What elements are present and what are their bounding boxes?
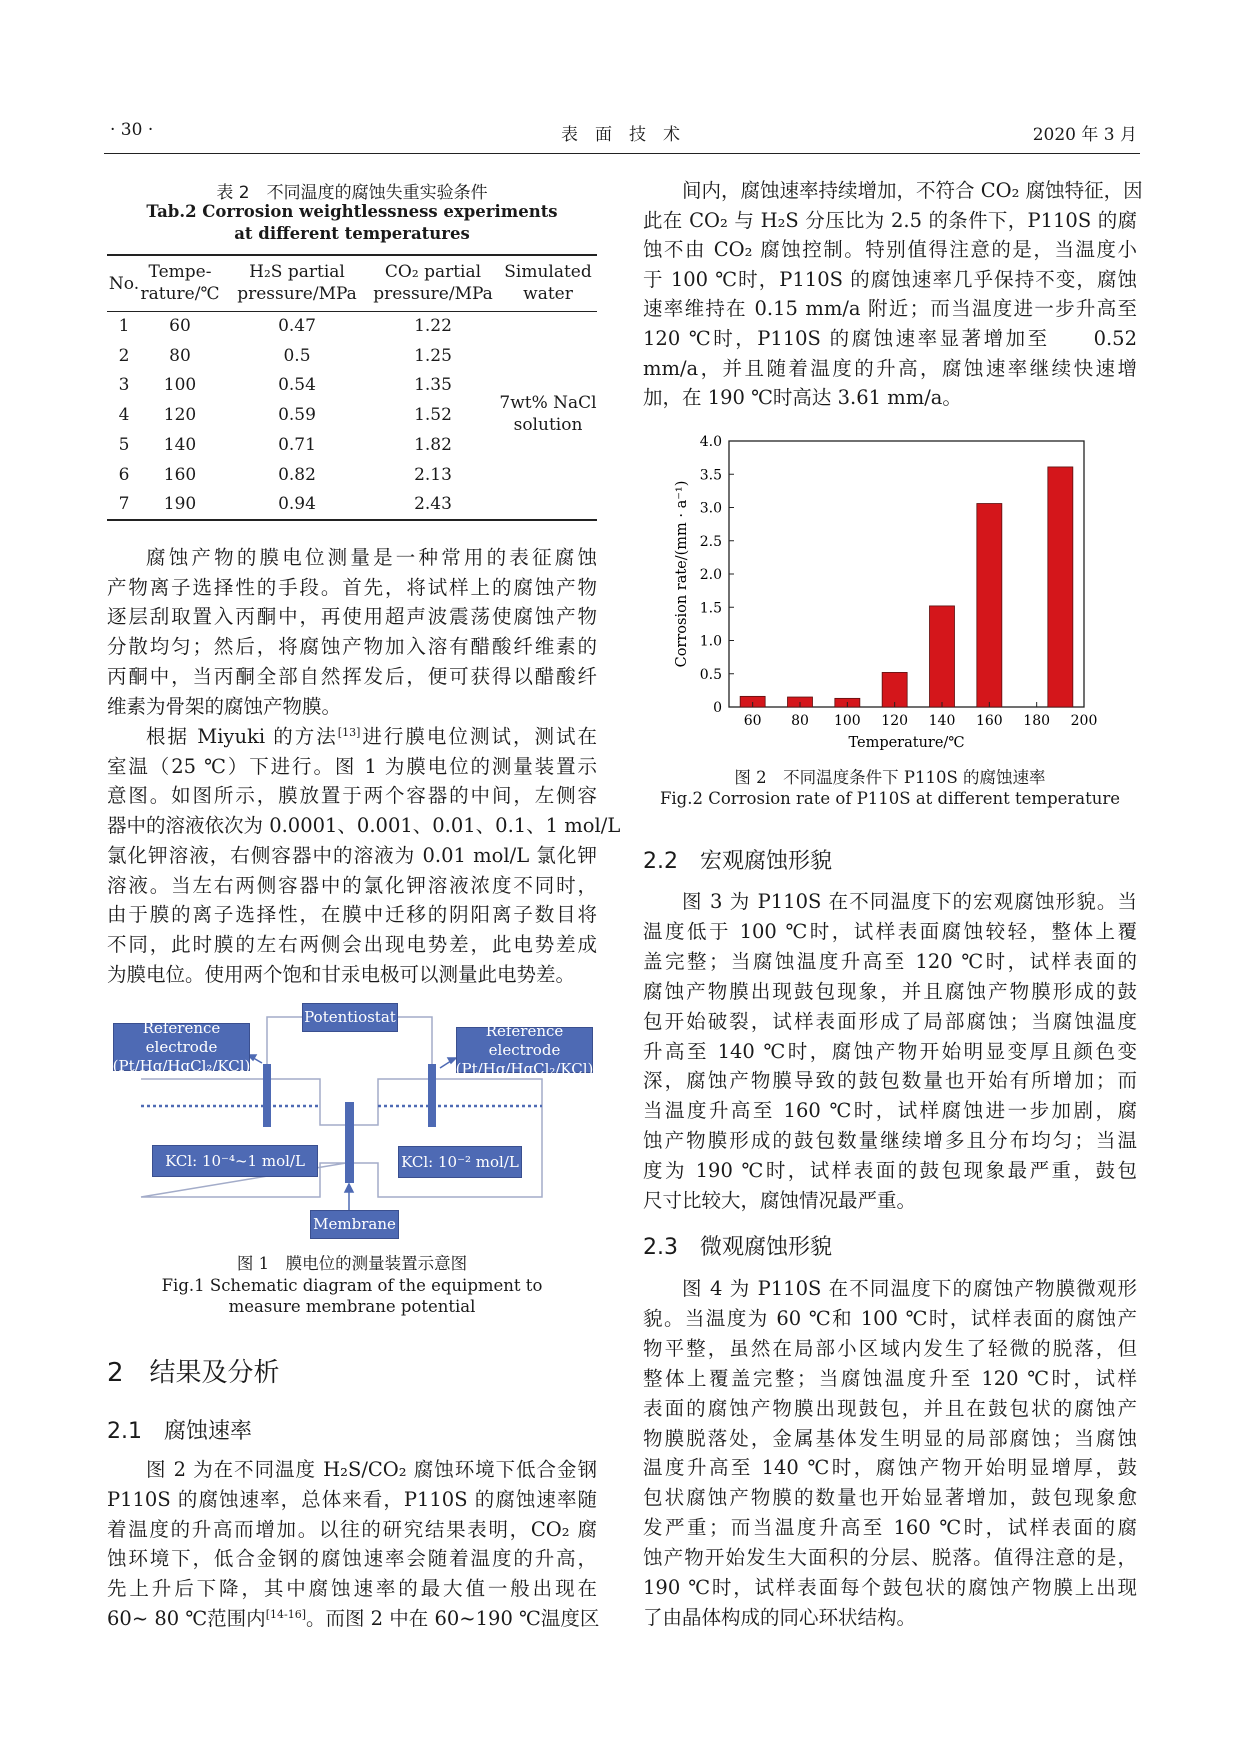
text-line: 腐蚀产物膜出现鼓包现象，并且腐蚀产物膜形成的鼓: [643, 979, 1137, 1003]
text-line: 由于膜的离子选择性，在膜中迁移的阴阳离子数目将: [107, 903, 597, 927]
table-cell: 0.59: [278, 405, 316, 426]
text-line: 此在 CO₂ 与 H₂S 分压比为 2.5 的条件下，P110S 的腐: [643, 208, 1137, 232]
text-line: 深，腐蚀产物膜导致的鼓包数量也开始有所增加；而: [643, 1069, 1137, 1093]
text-line: 了由晶体构成的同心环状结构。: [643, 1605, 917, 1629]
table-cell: 1.82: [414, 434, 452, 455]
section-heading-2-2: 2.2 宏观腐蚀形貌: [643, 849, 832, 874]
section-heading-2-3: 2.3 微观腐蚀形貌: [643, 1235, 832, 1260]
table-cell: 0.71: [278, 434, 316, 455]
text-line: 速率维持在 0.15 mm/a 附近；而当温度进一步升高至: [643, 297, 1137, 321]
bar-160: [977, 504, 1002, 707]
text-line: 貌。当温度为 60 ℃和 100 ℃时，试样表面的腐蚀产: [643, 1306, 1137, 1330]
figure-1-caption-en: Fig.1 Schematic diagram of the equipment to: [161, 1276, 543, 1295]
text-line: 着温度的升高而增加。以往的研究结果表明，CO₂ 腐: [107, 1517, 597, 1541]
text-line: 蚀不由 CO₂ 腐蚀控制。特别值得注意的是，当温度小: [643, 238, 1137, 262]
left-electrode: [263, 1064, 271, 1127]
reference-electrode-left-label: [112, 1018, 251, 1075]
wire-right: [397, 1017, 432, 1064]
right-electrode: [428, 1064, 436, 1127]
table-cell: 7: [118, 494, 130, 515]
kcl-left-label: KCl: 10⁻⁴~1 mol/L: [152, 1145, 318, 1177]
kcl-right-label: KCl: 10⁻² mol/L: [398, 1146, 522, 1178]
text-line: 度为 190 ℃时，试样表面的鼓包现象最严重，鼓包: [643, 1159, 1137, 1183]
table-cell: 1: [118, 316, 130, 336]
citation: [13]: [337, 726, 361, 739]
x-axis-label: Temperature/℃: [848, 735, 965, 751]
x-tick-label: 140: [928, 713, 956, 729]
table-cell: 80: [169, 345, 191, 366]
figure-1-caption-en: measure membrane potential: [228, 1297, 476, 1316]
table-cell: 2.43: [414, 494, 452, 515]
figure-1-caption-cn: 图 1 膜电位的测量装置示意图: [236, 1254, 468, 1273]
table-cell: 60: [169, 316, 191, 336]
table-cell: 0.82: [278, 464, 316, 485]
plot-frame: [729, 441, 1084, 707]
text-segment: 根据 Miyuki 的方法: [146, 725, 338, 748]
table-header-cell: No.: [108, 274, 140, 294]
x-tick-label: 200: [1070, 713, 1098, 729]
left-vessel-outline: [141, 1079, 346, 1197]
table-cell: 0.47: [278, 316, 316, 336]
table-cell: 0.94: [278, 494, 316, 515]
text-line: 蚀产物开始发生大面积的分层、脱落。值得注意的是，: [643, 1546, 1137, 1570]
table-cell: 1.52: [414, 405, 452, 426]
x-tick-label: 180: [1023, 713, 1051, 729]
text-line: 图 2 为在不同温度 H₂S/CO₂ 腐蚀环境下低合金钢: [146, 1458, 597, 1481]
y-tick-label: 2.5: [699, 533, 722, 550]
y-tick-label: 1.0: [699, 633, 722, 650]
y-tick-label: 0: [713, 700, 722, 716]
text-line: mm/a，并且随着温度的升高，腐蚀速率继续快速增: [643, 356, 1137, 380]
table-title-en: at different temperatures: [234, 224, 470, 243]
section-heading-2: 2 结果及分析: [107, 1358, 280, 1388]
simulated-water-cell: solution: [513, 415, 583, 435]
label-line: Reference electrode: [142, 1018, 221, 1056]
text-line: 产物离子选择性的手段。首先，将试样上的腐蚀产物: [107, 575, 597, 599]
text-line: 温度低于 100 ℃时，试样表面腐蚀较轻，整体上覆: [643, 919, 1137, 943]
text-line: 蚀产物膜形成的鼓包数量继续增多且分布均匀；当温: [643, 1129, 1137, 1153]
table-header-cell: pressure/MPa: [237, 284, 357, 304]
corrosion-rate-chart: [600, 420, 1140, 760]
table-cell: 2.13: [414, 464, 452, 485]
section-heading-2-1: 2.1 腐蚀速率: [107, 1419, 252, 1444]
x-tick-label: 160: [975, 713, 1003, 729]
text-line: 分散均匀；然后，将腐蚀产物加入溶有醋酸纤维素的: [107, 635, 597, 659]
text-line: 氯化钾溶液，右侧容器中的溶液为 0.01 mol/L 氯化钾: [107, 843, 597, 867]
table-cell: 100: [163, 375, 197, 396]
text-line: 器中的溶液依次为 0.0001、0.001、0.01、0.1、1 mol/L: [107, 814, 621, 838]
text-line: 不同，此时膜的左右两侧会出现电势差，此电势差成: [107, 932, 597, 956]
page-number: · 30 ·: [110, 120, 154, 140]
journal-title: 表 面 技 术: [561, 125, 680, 145]
text-line: 发严重；而当温度升高至 160 ℃时，试样表面的腐: [643, 1516, 1137, 1540]
text-line: 溶液。当左右两侧容器中的氯化钾溶液浓度不同时，: [107, 873, 597, 897]
table-header-cell: Tempe-: [148, 262, 212, 282]
simulated-water-cell: 7wt% NaCl: [499, 393, 597, 413]
text-line: 图 3 为 P110S 在不同温度下的宏观腐蚀形貌。当: [682, 890, 1137, 913]
text-line: 整体上覆盖完整；当腐蚀温度升至 120 ℃时，试样: [643, 1366, 1137, 1390]
bar-140: [930, 606, 955, 707]
table-title-en: Tab.2 Corrosion weightlessness experiments: [146, 202, 558, 221]
text-line: 意图。如图所示，膜放置于两个容器的中间，左侧容: [107, 784, 597, 808]
text-line: 先上升后下降，其中腐蚀速率的最大值一般出现在: [107, 1577, 597, 1601]
table-title-cn: 表 2 不同温度的腐蚀失重实验条件: [216, 183, 488, 203]
table-header-cell: water: [523, 284, 573, 304]
figure-2-caption-en: Fig.2 Corrosion rate of P110S at different temperature: [659, 789, 1121, 808]
table-cell: 2: [118, 345, 130, 366]
text-segment: 进行膜电位测试，测试在: [360, 725, 597, 748]
text-line: 盖完整；当腐蚀温度升高至 120 ℃时，试样表面的: [643, 949, 1137, 973]
wire-left: [267, 1017, 302, 1064]
table-cell: 0.5: [283, 345, 311, 366]
table-header-cell: CO₂ partial: [384, 262, 482, 282]
text-segment: 60~ 80 ℃范围内: [107, 1607, 266, 1630]
table-cell: 1.25: [414, 345, 452, 366]
text-line: 间内，腐蚀速率持续增加，不符合 CO₂ 腐蚀特征，因: [682, 179, 1143, 202]
arrow-membrane-head: [345, 1184, 353, 1192]
table-cell: 6: [118, 464, 130, 485]
issue-date: 2020 年 3 月: [1032, 125, 1137, 145]
x-tick-label: 80: [791, 713, 809, 729]
x-tick-label: 100: [833, 713, 861, 729]
table-cell: 0.54: [278, 375, 316, 396]
membrane-label: Membrane: [310, 1210, 399, 1239]
label-line: Reference electrode: [485, 1021, 564, 1059]
text-line: 维素为骨架的腐蚀产物膜。: [107, 694, 342, 718]
label-line: (Pt/Hg/HgCl₂/KCl): [112, 1056, 251, 1075]
text-line: 加，在 190 ℃时高达 3.61 mm/a。: [643, 386, 962, 410]
x-tick-label: 120: [881, 713, 909, 729]
table-cell: 140: [163, 434, 197, 455]
bar-190: [1048, 467, 1073, 707]
label-line: (Pt/Hg/HgCl₂/KCl): [455, 1059, 594, 1078]
right-vessel-outline: [354, 1079, 542, 1197]
bar-120: [882, 672, 907, 707]
y-axis-label: Corrosion rate/(mm · a⁻¹): [674, 480, 690, 668]
text-line: 尺寸比较大，腐蚀情况最严重。: [643, 1189, 917, 1212]
table-cell: 1.22: [414, 316, 452, 336]
text-segment: 。而图 2 中在 60~190 ℃温度区: [305, 1607, 600, 1630]
text-line: P110S 的腐蚀速率，总体来看，P110S 的腐蚀速率随: [107, 1487, 597, 1511]
figure-2-caption-cn: 图 2 不同温度条件下 P110S 的腐蚀速率: [734, 768, 1046, 787]
text-line: 物膜脱落处，金属基体发生明显的局部腐蚀；当腐蚀: [643, 1426, 1137, 1450]
table-cell: 160: [163, 464, 197, 485]
text-line: 于 100 ℃时，P110S 的腐蚀速率几乎保持不变，腐蚀: [643, 267, 1137, 291]
y-tick-label: 0.5: [699, 666, 722, 683]
table-cell: 1.35: [414, 375, 452, 396]
y-tick-label: 3.0: [699, 500, 722, 517]
text-line: 120 ℃时，P110S 的腐蚀速率显著增加至 0.52: [643, 327, 1137, 350]
table-header-cell: H₂S partial: [249, 262, 345, 282]
text-line: 物平整，虽然在局部小区域内发生了轻微的脱落，但: [643, 1336, 1137, 1360]
table-cell: 190: [163, 494, 197, 515]
text-line: 包状腐蚀产物膜的数量也开始显著增加，鼓包现象愈: [643, 1486, 1137, 1510]
text-line: 当温度升高至 160 ℃时，试样腐蚀进一步加剧，腐: [643, 1099, 1137, 1123]
text-line: 包开始破裂，试样表面形成了局部腐蚀；当腐蚀温度: [643, 1009, 1137, 1033]
text-line: 室温（25 ℃）下进行。图 1 为膜电位的测量装置示: [107, 754, 597, 778]
y-tick-label: 3.5: [699, 467, 722, 484]
table-header-cell: rature/℃: [140, 284, 220, 304]
table-cell: 120: [163, 405, 197, 426]
table-cell: 5: [118, 434, 130, 455]
text-line: 升高至 140 ℃时，腐蚀产物开始明显变厚且颜色变: [643, 1039, 1137, 1063]
text-line: 图 4 为 P110S 在不同温度下的腐蚀产物膜微观形: [682, 1277, 1137, 1300]
y-tick-label: 4.0: [699, 434, 722, 450]
table-cell: 4: [118, 405, 130, 426]
membrane: [345, 1102, 354, 1183]
x-tick-label: 60: [743, 713, 762, 729]
y-tick-label: 1.5: [699, 600, 722, 617]
text-line: 表面的腐蚀产物膜出现鼓包，并且在鼓包状的腐蚀产: [643, 1396, 1137, 1420]
reference-electrode-right-label: [455, 1021, 594, 1078]
table-header-cell: Simulated: [504, 262, 592, 282]
table-cell: 3: [118, 375, 130, 396]
citation: [14-16]: [265, 1608, 306, 1621]
potentiostat-label: Potentiostat: [302, 1003, 398, 1032]
y-tick-label: 2.0: [699, 567, 722, 583]
table-header-cell: pressure/MPa: [373, 284, 493, 304]
text-line: 蚀环境下，低合金钢的腐蚀速率会随着温度的升高，: [107, 1547, 597, 1571]
text-line: 190 ℃时，试样表面每个鼓包状的腐蚀产物膜上出现: [643, 1576, 1137, 1599]
text-line: 丙酮中，当丙酮全部自然挥发后，便可获得以醋酸纤: [107, 664, 597, 688]
text-line: 为膜电位。使用两个饱和甘汞电极可以测量此电势差。: [107, 962, 576, 986]
text-line: 温度升高至 140 ℃时，腐蚀产物开始明显增厚，鼓: [643, 1456, 1137, 1480]
text-line: 逐层刮取置入丙酮中，再使用超声波震荡使腐蚀产物: [107, 605, 597, 629]
text-line: 腐蚀产物的膜电位测量是一种常用的表征腐蚀: [146, 546, 597, 569]
